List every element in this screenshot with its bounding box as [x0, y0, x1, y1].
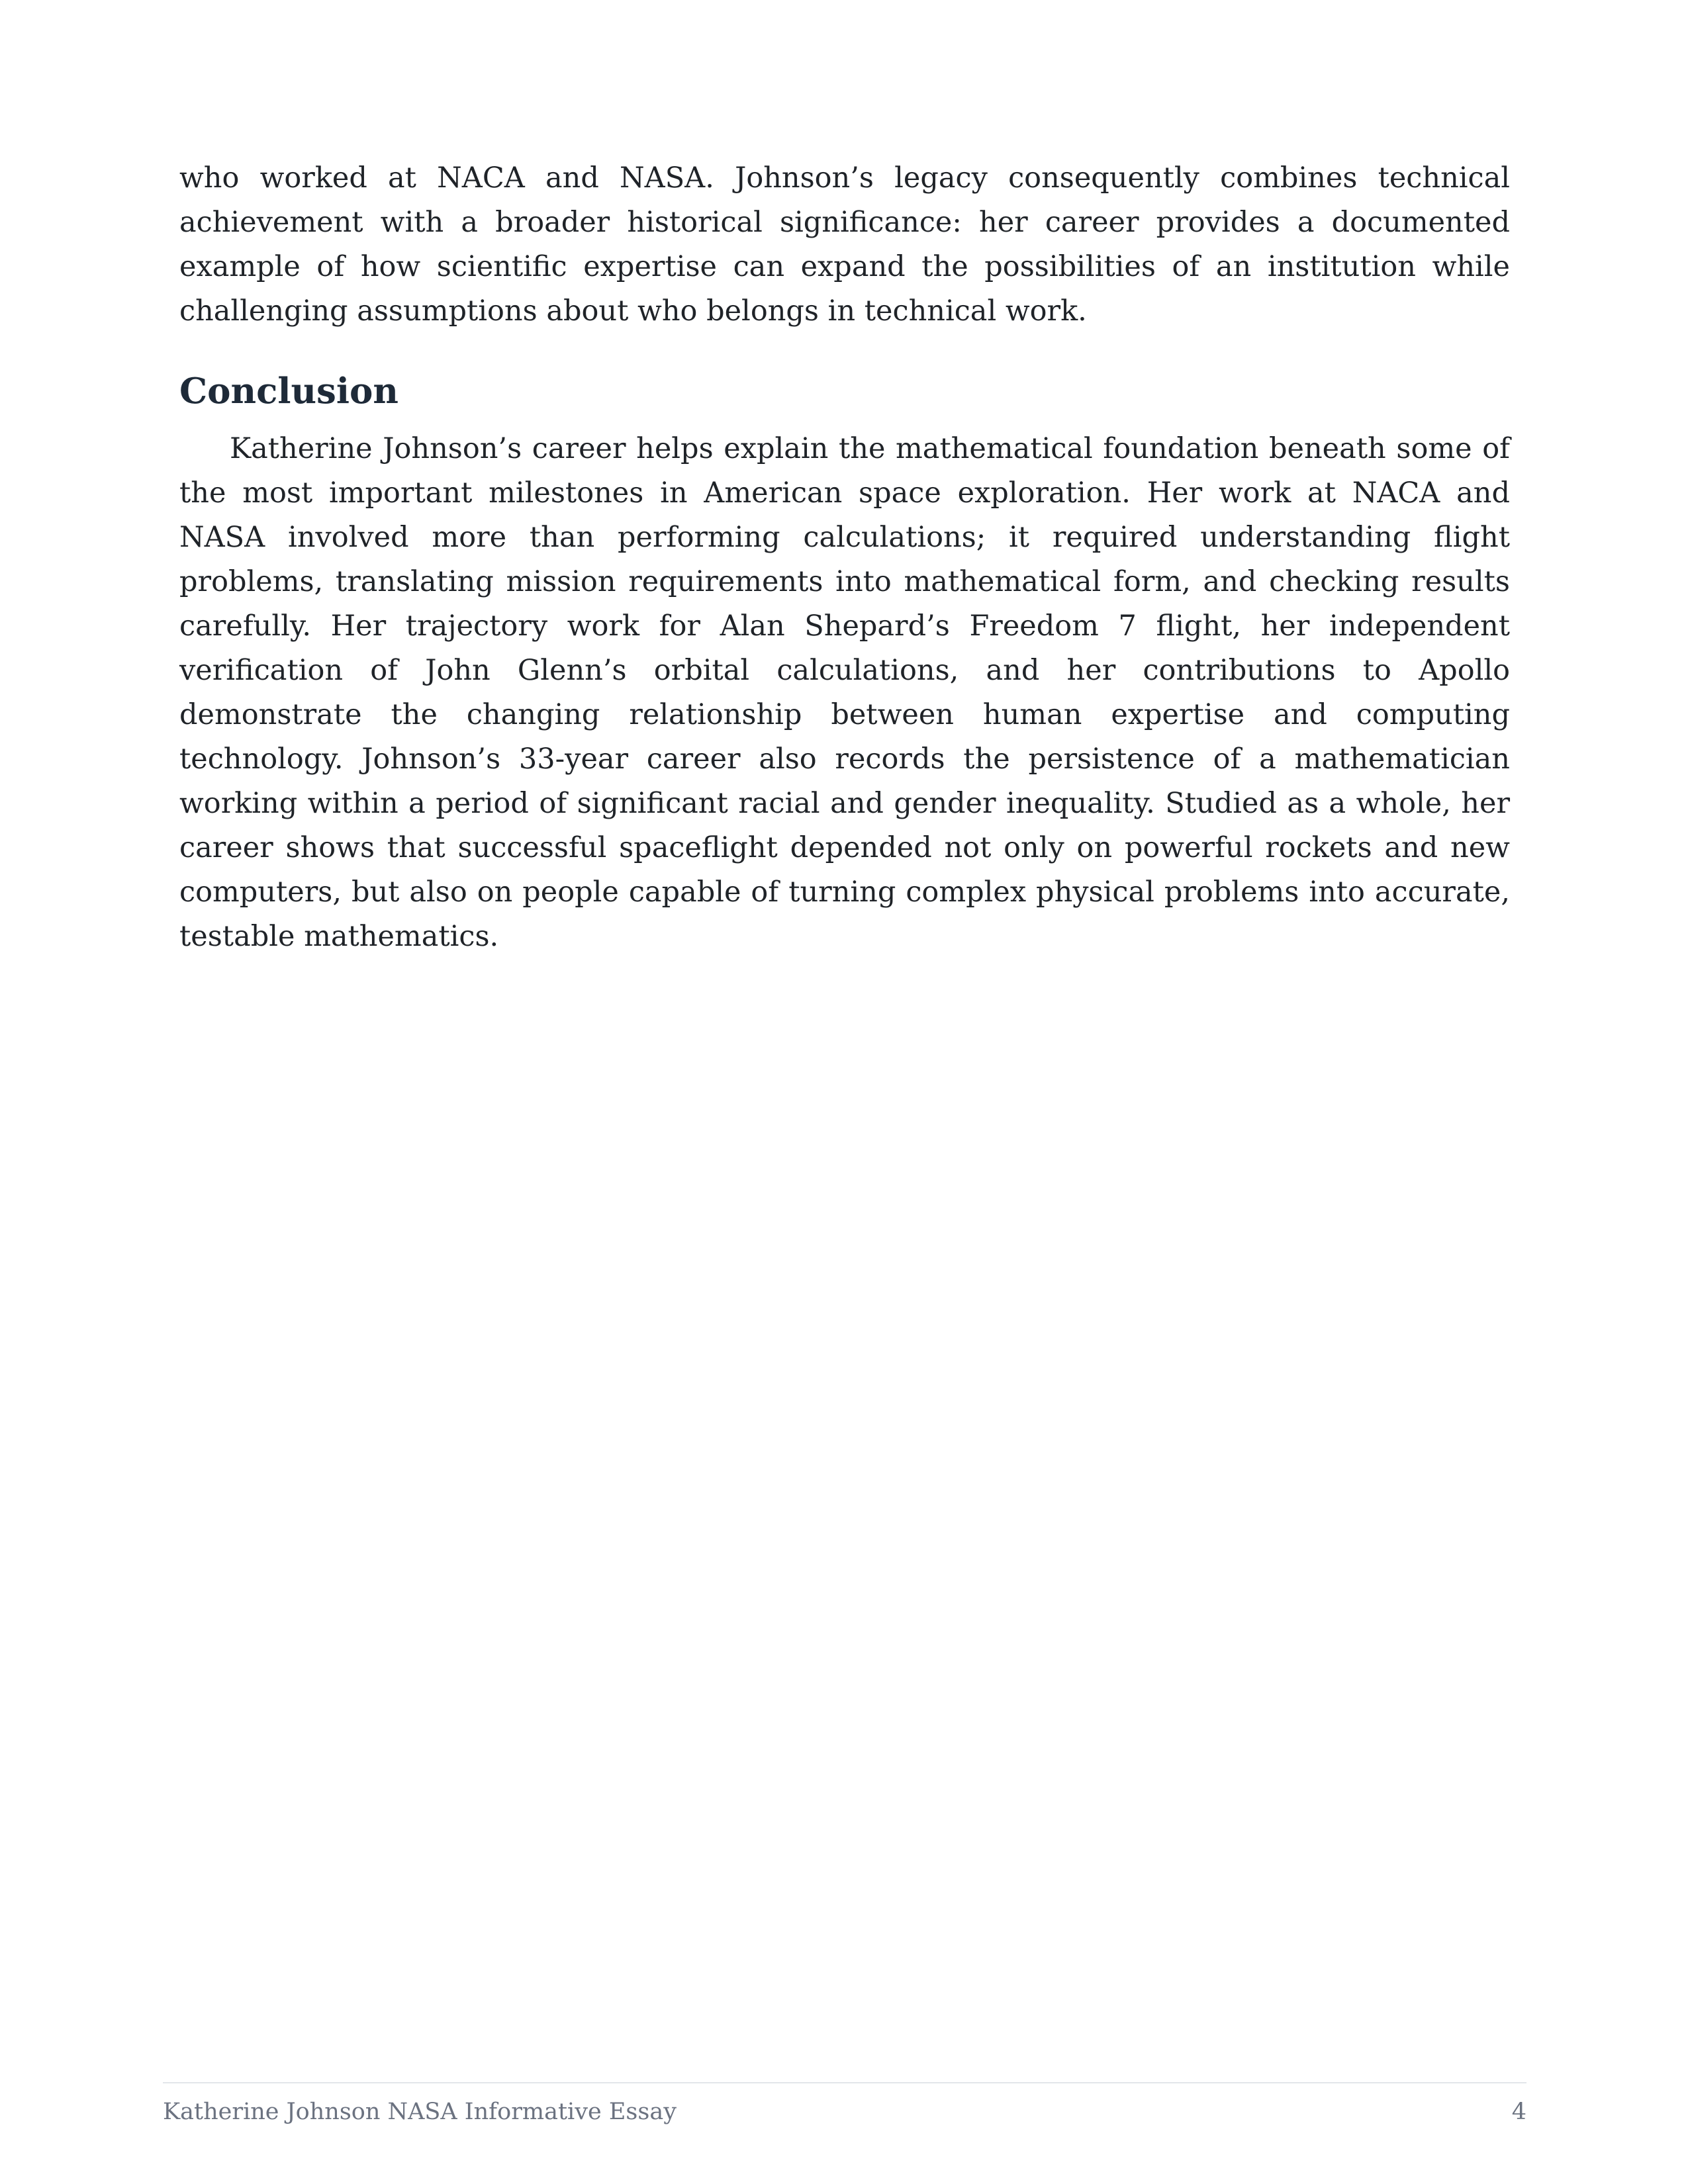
page-number: 4	[1511, 2099, 1526, 2125]
page-body	[179, 156, 1510, 959]
conclusion-paragraph: Katherine Johnson’s career helps explain the mathematical foundation beneath some of the most important milestones in American space exploration. Her work at NACA and NASA involved more than performing calculations; it required understanding flight problems, translating mission requirements into mathematical form, and checking results carefully. Her trajectory work for Alan Shepard’s Freedom 7 flight, her independent verification of John Glenn’s orbital calculations, and her contributions to Apollo demonstrate the changing relationship between human expertise and computing technology. Johnson’s 33-year career also records the persistence of a mathematician working within a period of significant racial and gender inequality. Studied as a whole, her career shows that successful spaceflight depended not only on powerful rockets and new computers, but also on people capable of turning complex physical problems into accurate, testable mathematics.	[179, 432, 1510, 953]
page-footer	[163, 2082, 1526, 2127]
footer-title: Katherine Johnson NASA Informative Essay	[163, 2099, 677, 2125]
section-heading: Conclusion	[179, 371, 399, 412]
continuation-paragraph: who worked at NACA and NASA. Johnson’s legacy consequently combines technical achievement with a broader historical significance: her career provides a documented example of how scientific expertise can expand the possibilities of an institution while challenging assumptions about who belongs in technical work.	[179, 161, 1510, 328]
